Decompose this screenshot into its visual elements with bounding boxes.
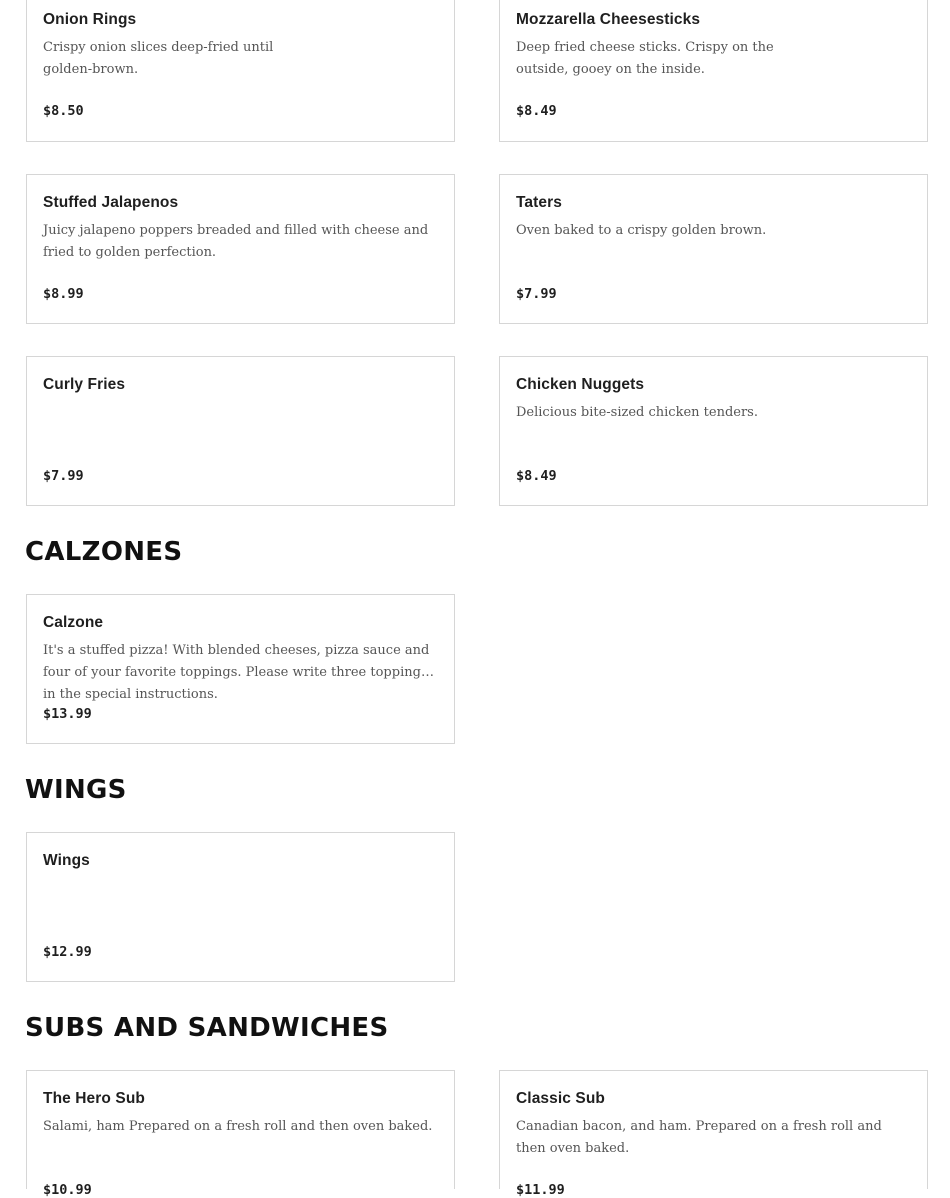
menu-item-card-calzone[interactable] — [26, 594, 455, 744]
menu-item-name: Chicken Nuggets — [516, 376, 645, 393]
menu-item-description: Juicy jalapeno poppers breaded and filled with cheese and fried to golden perfection. — [43, 223, 429, 260]
menu-item-price: $8.50 — [43, 103, 84, 119]
menu-item-card-mozzarella-cheesesticks[interactable] — [499, 0, 928, 142]
menu-item-description: Canadian bacon, and ham. Prepared on a fresh roll and then oven baked. — [516, 1119, 882, 1156]
menu-item-description: Deep fried cheese sticks. Crispy on the outside, gooey on the inside. — [516, 40, 774, 77]
menu-item-name: Taters — [516, 194, 562, 211]
menu-item-description: Crispy onion slices deep-fried until golden-brown. — [43, 40, 274, 77]
menu-item-name: Curly Fries — [43, 376, 126, 393]
menu-item-name: The Hero Sub — [43, 1090, 145, 1107]
menu-item-card-taters[interactable] — [499, 174, 928, 324]
menu-item-price: $10.99 — [43, 1182, 92, 1198]
section-title-wings: WINGS — [25, 775, 127, 805]
menu-item-name: Mozzarella Cheesesticks — [516, 11, 701, 28]
menu-item-card-wings[interactable] — [26, 832, 455, 982]
menu-item-card-onion-rings[interactable] — [26, 0, 455, 142]
menu-item-card-classic-sub[interactable] — [499, 1070, 928, 1198]
menu-item-card-stuffed-jalapenos[interactable] — [26, 174, 455, 324]
menu-item-description: It's a stuffed pizza! With blended cheeses, pizza sauce and four of your favorite toppings. Please write three toppings in the special instructions. — [43, 643, 430, 702]
menu-item-price: $11.99 — [516, 1182, 565, 1198]
menu-item-price: $8.99 — [43, 286, 84, 302]
menu-item-name: Calzone — [43, 614, 104, 631]
menu-item-price: $7.99 — [516, 286, 557, 302]
menu-item-price: $8.49 — [516, 103, 557, 119]
menu-item-description: Salami, ham Prepared on a fresh roll and then oven baked. — [43, 1119, 433, 1134]
menu-item-card-chicken-nuggets[interactable] — [499, 356, 928, 506]
menu-item-name: Classic Sub — [516, 1090, 605, 1107]
menu-item-price: $12.99 — [43, 944, 92, 960]
section-title-subs-and-sandwiches: SUBS AND SANDWICHES — [25, 1013, 389, 1043]
menu-item-name: Stuffed Jalapenos — [43, 194, 179, 211]
menu-item-description: Oven baked to a crispy golden brown. — [516, 223, 767, 238]
menu-item-name: Wings — [43, 852, 90, 869]
section-title-calzones: CALZONES — [25, 537, 183, 567]
menu-item-price: $13.99 — [43, 706, 92, 722]
menu-item-name: Onion Rings — [43, 11, 137, 28]
menu-item-price: $8.49 — [516, 468, 557, 484]
menu-item-price: $7.99 — [43, 468, 84, 484]
menu-item-card-curly-fries[interactable] — [26, 356, 455, 506]
menu-item-description: Delicious bite-sized chicken tenders. — [516, 405, 758, 420]
menu-item-card-the-hero-sub[interactable] — [26, 1070, 455, 1198]
